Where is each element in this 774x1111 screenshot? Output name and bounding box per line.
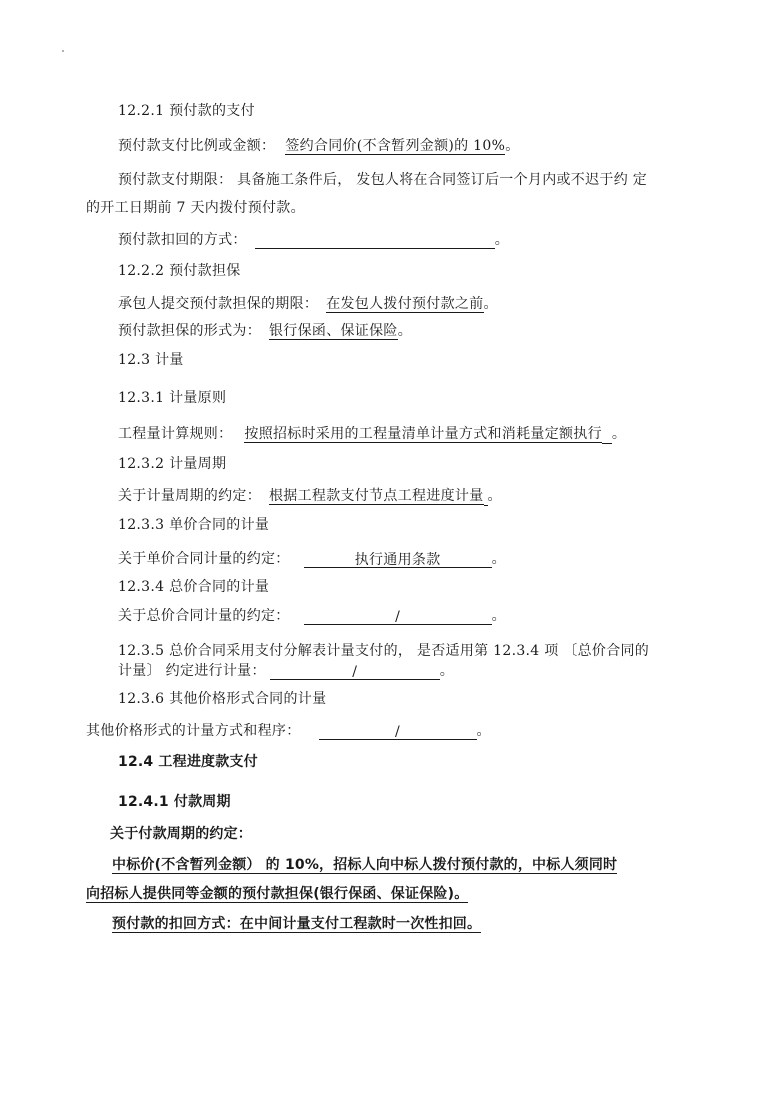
- heading-12-3-1: 12.3.1 计量原则: [118, 390, 227, 406]
- advance-deduct-label: 预付款扣回的方式：: [118, 232, 247, 248]
- period-mark: 。: [483, 296, 498, 312]
- deduct-method-text: 预付款的扣回方式：在中间计量支付工程款时一次性扣回。: [112, 916, 482, 932]
- quantity-rule-label: 工程量计算规则：: [118, 426, 233, 442]
- guarantee-deadline-label: 承包人提交预付款担保的期限：: [118, 296, 319, 312]
- para-12-3-5-value: /: [270, 663, 440, 680]
- other-price-value: /: [319, 723, 477, 740]
- heading-12-3: 12.3 计量: [118, 352, 184, 368]
- guarantee-deadline-line: [118, 295, 498, 313]
- payment-para-line1: [112, 856, 617, 874]
- period-mark: 。: [494, 232, 510, 248]
- advance-deduct-line: [118, 231, 509, 249]
- advance-ratio-value: 签约合同价(不含暂列金额)的 10%: [285, 138, 506, 154]
- advance-period-line2: 的开工日期前 7 天内拨付预付款。: [86, 200, 305, 216]
- guarantee-form-line: [118, 322, 412, 340]
- measure-cycle-value: 根据工程款支付节点工程进度计量: [269, 488, 484, 504]
- total-price-line: [118, 607, 506, 625]
- unit-price-line: [118, 550, 506, 568]
- heading-12-4: 12.4 工程进度款支付: [118, 754, 258, 770]
- payment-cycle-agreement-label: 关于付款周期的约定：: [110, 826, 252, 842]
- other-price-line: [86, 722, 491, 740]
- period-mark: 。: [487, 488, 502, 504]
- measure-cycle-line: [118, 487, 502, 506]
- advance-ratio-label: 预付款支付比例或金额：: [118, 138, 276, 154]
- advance-ratio-line: [118, 137, 520, 155]
- measure-cycle-label: 关于计量周期的约定：: [118, 488, 261, 504]
- advance-period-line1: 预付款支付期限： 具备施工条件后， 发包人将在合同签订后一个月内或不迟于约 定: [118, 172, 648, 188]
- scan-speck: [62, 50, 64, 52]
- payment-para-text2: 向招标人提供同等金额的预付款担保(银行保函、保证保险)。: [86, 886, 469, 902]
- deduct-method-line: [112, 915, 481, 933]
- period-mark: 。: [397, 323, 413, 339]
- unit-price-value: 执行通用条款: [304, 551, 492, 568]
- total-price-value: /: [304, 608, 492, 625]
- unit-price-label: 关于单价合同计量的约定：: [118, 551, 290, 567]
- advance-deduct-blank: [255, 232, 495, 249]
- heading-12-3-4: 12.3.4 总价合同的计量: [118, 579, 270, 595]
- period-mark: 。: [491, 551, 506, 567]
- heading-12-2-1: 12.2.1 预付款的支付: [118, 103, 255, 119]
- para-12-3-5-line2: [118, 662, 454, 680]
- guarantee-deadline-value: 在发包人拨付预付款之前: [326, 296, 484, 312]
- quantity-rule-value: 按照招标时采用的工程量清单计量方式和消耗量定额执行: [244, 426, 602, 442]
- heading-12-3-3: 12.3.3 单价合同的计量: [118, 517, 270, 533]
- payment-para-line2: [86, 885, 468, 903]
- para-12-3-5-line1: 12.3.5 总价合同采用支付分解表计量支付的， 是否适用第 12.3.4 项 〔总价合同的: [118, 643, 650, 659]
- period-mark: 。: [439, 663, 455, 679]
- payment-para-text1: 中标价(不含暂列金额） 的 10%，招标人向中标人拨付预付款的，中标人须同时: [112, 857, 618, 873]
- period-mark: 。: [491, 608, 506, 624]
- heading-12-2-2: 12.2.2 预付款担保: [118, 263, 241, 279]
- period-mark: 。: [505, 138, 520, 154]
- heading-12-3-2: 12.3.2 计量周期: [118, 456, 227, 472]
- heading-12-4-1: 12.4.1 付款周期: [118, 794, 231, 810]
- quantity-rule-line: [118, 425, 626, 444]
- period-mark: 。: [476, 723, 491, 739]
- heading-12-3-6: 12.3.6 其他价格形式合同的计量: [118, 691, 327, 707]
- para-12-3-5-label: 计量〕 约定进行计量：: [118, 663, 266, 679]
- guarantee-form-value: 银行保函、保证保险: [269, 323, 398, 339]
- period-mark: 。: [611, 426, 627, 442]
- guarantee-form-label: 预付款担保的形式为：: [118, 323, 261, 339]
- total-price-label: 关于总价合同计量的约定：: [118, 608, 290, 624]
- other-price-label: 其他价格形式的计量方式和程序：: [86, 723, 301, 739]
